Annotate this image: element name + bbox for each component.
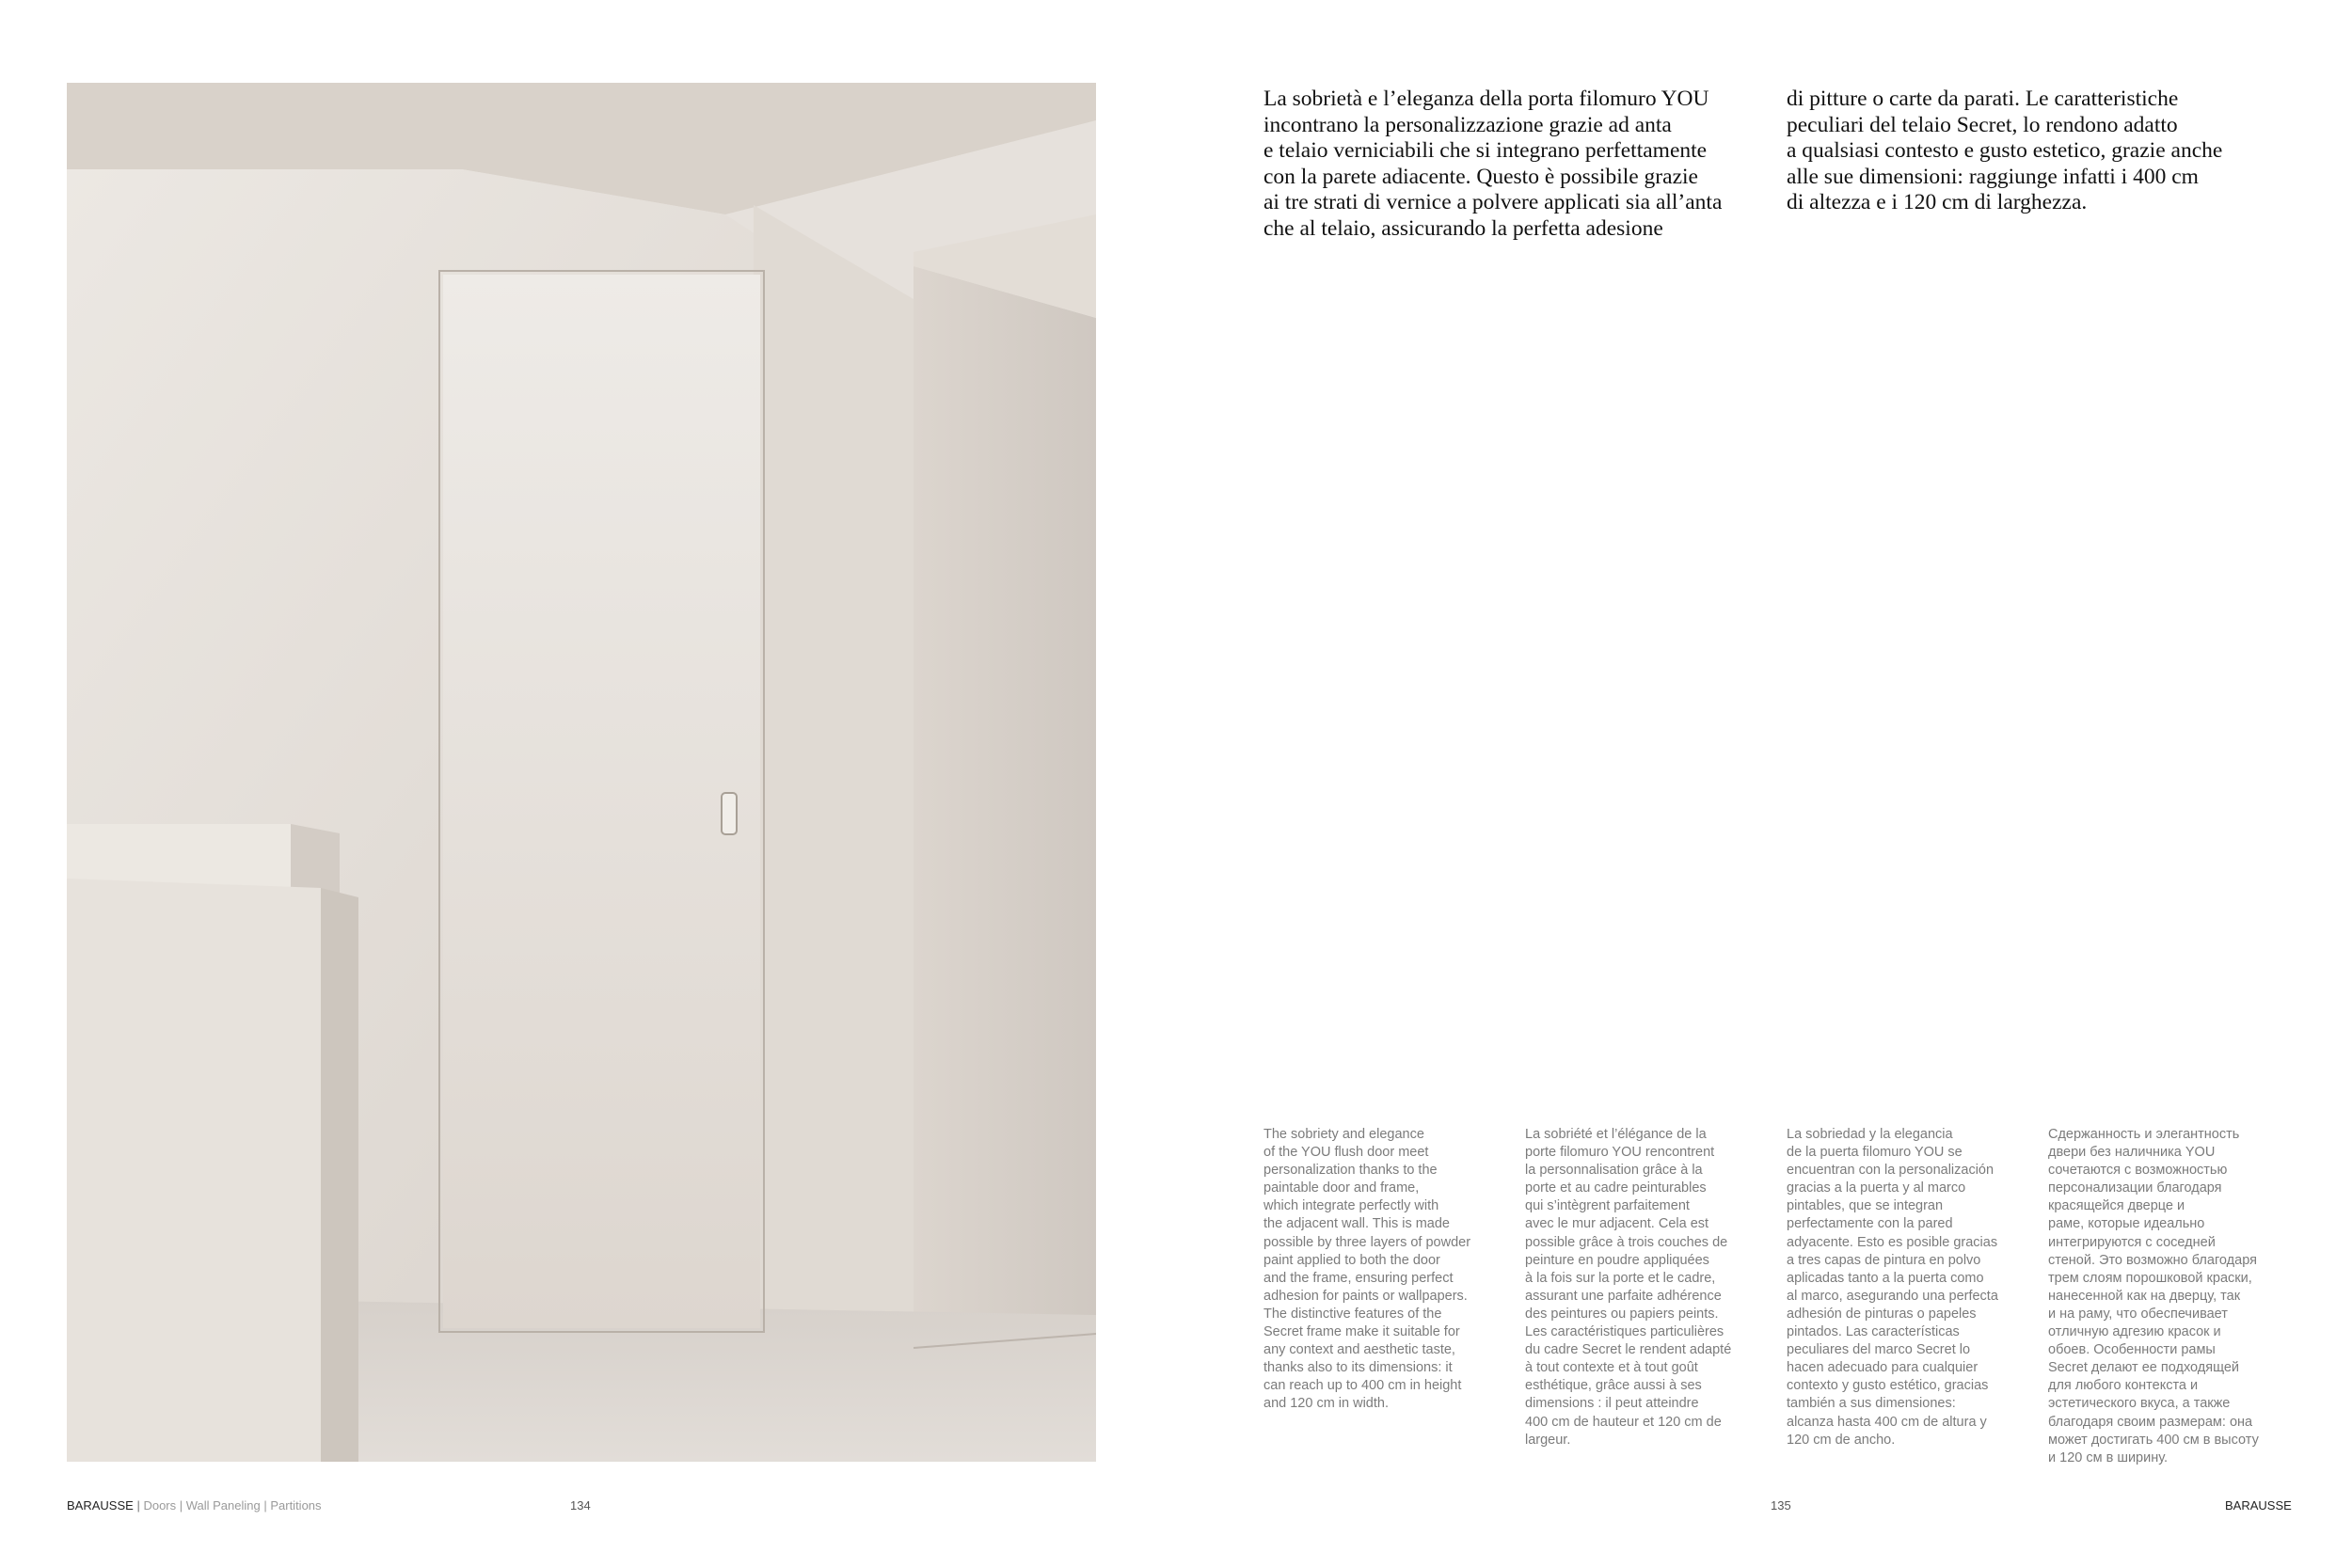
footer-brand-left: BARAUSSE — [67, 1498, 134, 1513]
english-text: The sobriety and elegance of the YOU flush door meet personalization thanks to the paintable door and frame, which integrate perfectly with the adjacent wall. This is made possible by three layers of powder paint applied to both the door and the frame, ensuring perfect adhesion for paints or wallpapers. The distinctive features of the Secret frame make it suitable for any context and aesthetic taste, thanks also to its dimensions: it can reach up to 400 cm in height and 120 cm in width. — [1263, 1127, 1471, 1412]
interior-photo-flush-door-icon — [67, 83, 1096, 1462]
page-number-left: 134 — [570, 1498, 591, 1513]
spanish-text: La sobriedad y la elegancia de la puerta filomuro YOU se encuentran con la personalización gracias a la puerta y al marco pintables, que se integran perfectamente con la pared adyacente. Esto es posible gracias a tres capas de pintura en polvo aplicadas tanto a la puerta como al marco, asegurando una perfecta adhesión de pinturas o papeles pintados. Las características peculiares del marco Secret lo hacen adecuado para cualquier contexto y gusto estético, gracias también a sus dimensiones: alcanza hasta 400 cm de altura y 120 cm de ancho. — [1787, 1127, 1998, 1448]
french-text: La sobriété et l’élégance de la porte filomuro YOU rencontrent la personnalisation grâce à la porte et au cadre peinturables qui s’intègrent parfaitement avec le mur adjacent. Cela est possible grâce à trois couches de peinture en poudre appliquées à la fois sur la porte et le cadre, assurant une parfaite adhérence des peintures ou papiers peints. Les caractéristiques particulières du cadre Secret le rendent adapté à tout contexte et à tout goût esthétique, grâce aussi à ses dimensions : il peut atteindre 400 cm de hauteur et 120 cm de largeur. — [1525, 1127, 1732, 1448]
russian-text: Сдержанность и элегантность двери без наличника YOU сочетаются с возможностью персонализации благодаря красящейся дверце и раме, которые идеально интегрируются с соседней стеной. Это возможно благодаря трем слоям порошковой краски, нанесенной как на дверцу, так и на раму, что обеспечивает отличную адгезию красок и обоев. Особенности рамы Secret делают ее подходящей для любого контекста и эстетического вкуса, а также благодаря своим размерам: она может достигать 400 см в высоту и 120 см в ширину. — [2048, 1127, 2259, 1465]
footer-left — [67, 1498, 322, 1513]
italian-text-column-1: La sobrietà e l’eleganza della porta filomuro YOU incontrano la personalizzazione grazie ad anta e telaio verniciabili che si integrano perfettamente con la parete adiacente. Questo è possibile grazie ai tre strati di vernice a polvere applicati sia all’anta che al telaio, assicurando la perfetta adesione — [1263, 87, 1723, 241]
page-number-right: 135 — [1771, 1498, 1791, 1513]
interior-photo — [67, 83, 1096, 1462]
footer-brand-right: BARAUSSE — [2225, 1498, 2292, 1513]
footer-section: Doors | Wall Paneling | Partitions — [143, 1498, 322, 1513]
italian-text-column-2: di pitture o carte da parati. Le caratteristiche peculiari del telaio Secret, lo rendono adatto a qualsiasi contesto e gusto estetico, grazie anche alle sue dimensioni: raggiunge infatti i 400 cm di altezza e i 120 cm di larghezza. — [1787, 87, 2223, 214]
footer-separator: | — [136, 1498, 140, 1513]
